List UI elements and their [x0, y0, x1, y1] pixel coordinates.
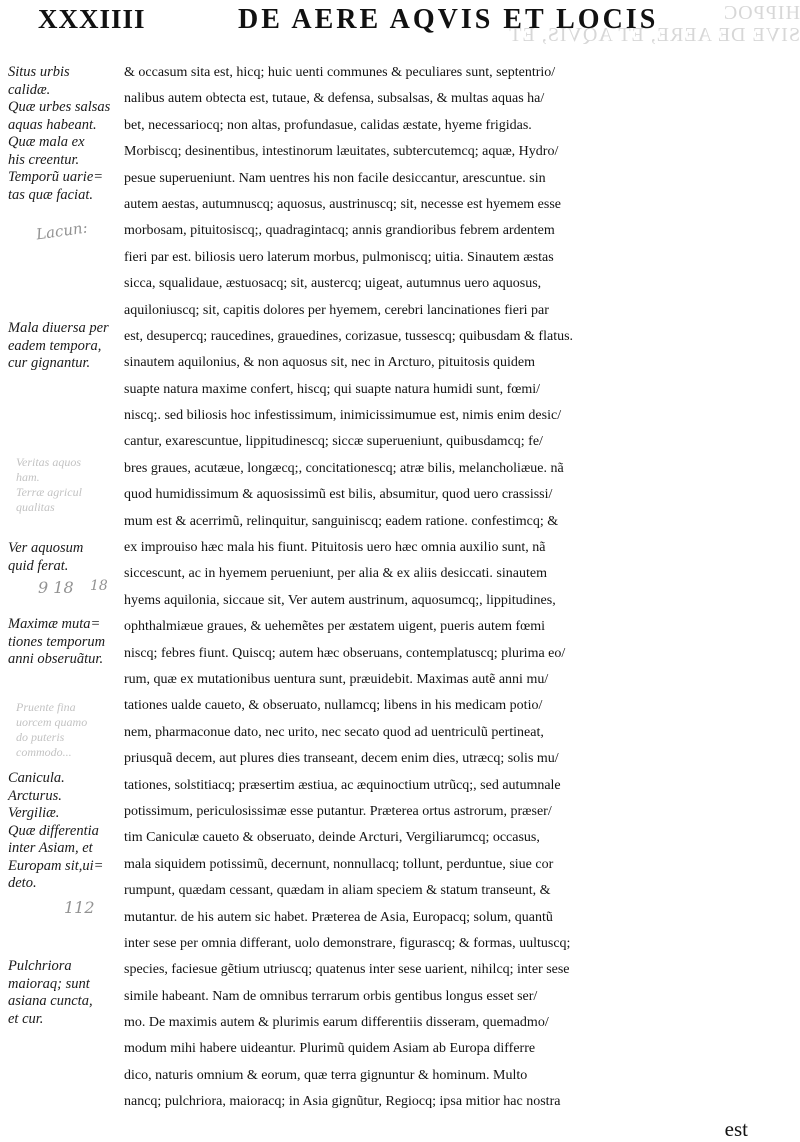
margin-note: Maximæ muta= tiones temporum anni obseruãtur. — [8, 616, 106, 667]
text-line: bet, necessariocq; non altas, profundasue, calidas æstate, hyeme frigidas. — [124, 117, 532, 133]
handwritten-annotation: 9 18 — [38, 578, 74, 597]
text-line: fieri par est. biliosis uero laterum morbus, pulmoniscq; uitia. Sinautem æstas — [124, 249, 554, 265]
text-line: modum mihi habere uideantur. Plurimũ quidem Asiam ab Europa differre — [124, 1041, 536, 1057]
text-line: nancq; pulchriora, maioracq; in Asia gignũtur, Regiocq; ipsa mitior hac nostra — [124, 1094, 561, 1110]
handwritten-annotation: 18 — [90, 578, 108, 594]
margin-note: Ver aquosum quid ferat. — [8, 540, 84, 574]
text-line: morbosam, pituitosiscq;, quadragintacq; annis grandioribus febrem ardentem — [124, 223, 555, 239]
text-line: dico, naturis omnium & eorum, quæ terra gignuntur & hominum. Multo — [124, 1067, 528, 1083]
text-line: priusquã decem, aut plures dies transeant, decem enim dies, utræcq; solis mu/ — [124, 751, 559, 767]
text-line: cantur, exarescuntue, lippitudinescq; siccæ superueniunt, quibusdamcq; fe/ — [124, 434, 543, 450]
body-text — [124, 60, 786, 1142]
text-line: pesue superueniunt. Nam uentres his non facile desiccantur, arescuntue. sin — [124, 170, 546, 186]
text-line: Morbiscq; desinentibus, intestinorum læuitates, subtercutemcq; aquæ, Hydro/ — [124, 144, 559, 160]
margin-note: Pulchriora maioraq; sunt asiana cuncta, et cur. — [8, 958, 93, 1027]
text-line: rumpunt, quædam cessant, quædam in aliam speciem & statum transeunt, & — [124, 883, 551, 899]
text-line: aquiloniuscq; sit, capitis dolores per hyemem, cerebri lancinationes fieri par — [124, 302, 549, 318]
text-line: mum est & acerrimũ, relinquitur, sanguiniscq; eadem ratione. confestimcq; & — [124, 513, 559, 529]
text-line: simile habeant. Nam de omnibus terrarum orbis gentibus longus esset ser/ — [124, 988, 538, 1004]
text-line: tationes, solstitiacq; præsertim æstiua, ac æquinoctium utrũcq;, sed autumnale — [124, 777, 561, 793]
text-line: sicca, squalidaue, æstuosacq; sit, austercq; uigeat, autumnus uero aquosus, — [124, 276, 542, 292]
text-line: nem, pharmaconue dato, nec urito, nec secato quod ad uentriculũ pertineat, — [124, 724, 544, 740]
text-line: suapte natura maxime confert, hiscq; qui suapte natura humidi sunt, fœmi/ — [124, 381, 541, 397]
text-line: mutantur. de his autem sic habet. Præterea de Asia, Europacq; solum, quantũ — [124, 909, 553, 925]
bleed-through-text: HIPPOC SIVE DE AERE, ET AQVIS, ET — [508, 2, 800, 46]
faded-margin-note: Veritas aquos ham. Terræ agricul qualitas — [16, 455, 82, 514]
text-line: rum, quæ ex mutationibus uentura sunt, præuidebit. Maximas autẽ anni mu/ — [124, 671, 549, 687]
margin-note: Situs urbis calidæ. Quæ urbes salsas aquas habeant. Quæ mala ex his creentur. Temporũ uarie= tas quæ faciat. — [8, 64, 111, 203]
text-line: mo. De maximis autem & plurimis earum differentiis disseram, quemadmo/ — [124, 1015, 549, 1031]
text-line: niscq; febres fiunt. Quiscq; autem hæc obseruans, contemplatuscq; plurima eo/ — [124, 645, 566, 661]
text-line: mala siquidem potissimũ, decernunt, nonnullacq; tollunt, perduntue, siue cor — [124, 856, 554, 872]
margin-note: Canicula. Arcturus. Vergiliæ. Quæ differentia inter Asiam, et Europam sit,ui= deto. — [8, 770, 104, 891]
folio-number: XXXIIII — [38, 4, 146, 34]
catchword: est — [724, 1116, 748, 1141]
margin-note: Mala diuersa per eadem tempora, cur gignantur. — [8, 320, 109, 371]
handwritten-annotation: Lacun: — [34, 218, 89, 244]
running-title: DE AERE AQVIS ET LOCIS — [238, 4, 659, 35]
text-line: ophthalmiæue graues, & uehemẽtes per æstatem uigent, pueris autem fœmi — [124, 619, 546, 635]
text-line: tim Caniculæ caueto & obseruato, deinde Arcturi, Vergiliarumcq; occasus, — [124, 830, 540, 846]
text-line: tationes ualde caueto, & obseruato, nullamcq; libens in his medicam potio/ — [124, 698, 543, 714]
text-line: quod humidissimum & aquosissimũ est bilis, absumitur, quod uero crassissi/ — [124, 487, 553, 503]
text-line: bres graues, acutæue, longæcq;, concitationescq; atræ bilis, melancholiæue. nã — [124, 460, 564, 476]
faded-margin-note: Pruente fina uorcem quamo do puteris commodo... — [16, 700, 88, 759]
text-line: & occasum sita est, hicq; huic uenti communes & peculiares sunt, septentrio/ — [124, 65, 556, 80]
handwritten-annotation: 112 — [64, 898, 95, 917]
text-line: sinautem aquilonius, & non aquosus sit, nec in Arcturo, pituitosis quidem — [124, 355, 536, 371]
text-line: ex improuiso hæc mala his fiunt. Pituitosis uero hæc omnia auxilio sunt, nã — [124, 540, 546, 556]
text-line: nalibus autem obtecta est, tutaue, & defensa, subsalsas, & multas aquas ha/ — [124, 91, 545, 107]
text-line: potissimum, periculosissimæ esse putantur. Præterea ortus astrorum, præser/ — [124, 803, 552, 819]
margin-notes — [8, 0, 126, 1133]
text-line: inter sese per omnia differant, uolo demonstrare, figurascq; & formas, uultuscq; — [124, 935, 571, 951]
text-line: siccescunt, ac in hyemem perueniunt, per alia & ex aliis desiccati. sinautem — [124, 566, 547, 582]
text-line: est, desupercq; raucedines, grauedines, corizasue, tussescq; quibusdam & flatus. — [124, 328, 574, 344]
text-line: niscq;. sed biliosis hoc infestissimum, inimicissimumue est, nimis enim desic/ — [124, 408, 562, 424]
text-line: species, faciesue gẽtium utriuscq; quatenus inter sese uarient, nihilcq; inter sese — [124, 962, 570, 978]
text-line: hyems aquilonia, siccaue sit, Ver autem austrinum, aquosumcq;, lippitudines, — [124, 592, 556, 608]
text-line: autem aestas, autumnuscq; aquosus, austrinuscq; sit, necesse est hyemem esse — [124, 196, 562, 212]
